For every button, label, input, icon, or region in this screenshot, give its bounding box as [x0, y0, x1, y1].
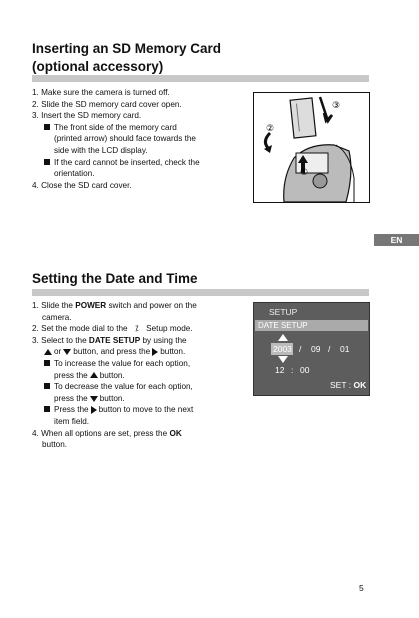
section-rule: [32, 289, 369, 296]
bullet-text: item field.: [54, 416, 90, 426]
bullet-text: press the: [54, 393, 88, 403]
bullet-cont: [32, 370, 252, 382]
lcd-month: 09: [311, 344, 321, 354]
bullet-text: To increase the value for each option,: [54, 358, 191, 368]
lcd-sep: /: [299, 344, 302, 354]
bullet-text: (printed arrow) should face towards the: [54, 134, 196, 144]
step-1: 1. Make sure the camera is turned off.: [32, 88, 170, 97]
step-text: or: [54, 347, 62, 357]
bullet-square-icon: [44, 124, 50, 130]
step-2: 2. Slide the SD memory card cover open.: [32, 99, 182, 109]
setup-wrench-icon: ⁒: [135, 324, 139, 334]
title-line-2: (optional accessory): [32, 59, 164, 74]
step-text: button.: [42, 440, 68, 450]
bullet-text: Press the: [54, 405, 89, 415]
down-arrow-icon: [90, 396, 98, 402]
lcd-ok-label: OK: [353, 380, 367, 390]
bullet-text: button to move to the next: [98, 405, 194, 415]
step-text: 1. Slide the: [32, 301, 76, 310]
lcd-colon: :: [291, 365, 294, 375]
lcd-bar-label: DATE SETUP: [258, 321, 308, 330]
bullet-item: [32, 358, 252, 370]
bullet-item: [32, 122, 247, 134]
lcd-year: 2003: [273, 344, 292, 354]
section-title-date-time: Setting the Date and Time: [32, 271, 198, 286]
bullet-text: button.: [99, 393, 125, 403]
step-4: 4. Close the SD card cover.: [32, 180, 132, 190]
bullet-item: [32, 157, 247, 169]
date-setup-label: DATE SETUP: [88, 335, 141, 345]
page-number: 5: [359, 583, 364, 593]
step-text: Setup mode.: [146, 324, 193, 334]
step-3: [32, 335, 252, 347]
lcd-date-setup-screen: [253, 302, 370, 396]
step-3: 3. Insert the SD memory card.: [32, 111, 142, 121]
sd-steps: [32, 87, 247, 191]
lcd-day: 01: [340, 344, 350, 354]
up-arrow-icon: [44, 349, 52, 355]
bullet-item: [32, 381, 252, 393]
step-4: [32, 428, 252, 440]
right-arrow-icon: [152, 348, 158, 356]
ok-key-label: OK: [169, 428, 182, 438]
step-1: [32, 300, 252, 312]
bullet-square-icon: [44, 406, 50, 412]
camera-card-icon: [254, 93, 369, 202]
lcd-up-arrow-icon: [278, 334, 288, 342]
lcd-minute: 00: [300, 365, 310, 375]
bullet-item: [32, 404, 252, 416]
callout-3: ③: [332, 101, 341, 111]
step-text: switch and power on the: [106, 301, 197, 310]
step-text: 3. Select to the: [32, 335, 89, 345]
step-text: 2. Set the mode dial to the: [32, 324, 128, 334]
bullet-text: To decrease the value for each option,: [54, 382, 193, 392]
bullet-cont: [32, 393, 252, 405]
bullet-square-icon: [44, 159, 50, 165]
lcd-menu-bar: [255, 320, 368, 331]
right-arrow-icon: [91, 406, 97, 414]
step-3-cont: [32, 346, 252, 358]
lcd-set-hint: [330, 380, 366, 390]
step-text: by using the: [140, 335, 187, 345]
bullet-text: If the card cannot be inserted, check the: [54, 157, 200, 167]
callout-2: ②: [266, 124, 275, 134]
step-text: 4. When all options are set, press the: [32, 428, 168, 438]
sd-card-illustration: [253, 92, 370, 203]
language-tab: EN: [374, 234, 419, 246]
step-text: button, and press the: [73, 347, 151, 357]
lcd-down-arrow-icon: [278, 356, 288, 364]
section-title-sd-card: [32, 40, 221, 76]
title-line-1: Inserting an SD Memory Card: [32, 41, 222, 56]
date-steps: [32, 300, 252, 451]
step-2: [32, 323, 252, 335]
bullet-text: The front side of the memory card: [54, 122, 177, 132]
bullet-text: button.: [99, 370, 125, 380]
bullet-text: press the: [54, 370, 88, 380]
lcd-hour: 12: [275, 365, 285, 375]
power-key-label: POWER: [75, 301, 107, 310]
bullet-text: orientation.: [54, 169, 95, 179]
down-arrow-icon: [63, 349, 71, 355]
up-arrow-icon: [90, 372, 98, 378]
bullet-square-icon: [44, 383, 50, 389]
lcd-set-label: SET :: [330, 380, 352, 390]
bullet-text: side with the LCD display.: [54, 145, 148, 155]
lcd-title: SETUP: [269, 307, 298, 317]
lcd-sep: /: [328, 344, 331, 354]
bullet-square-icon: [44, 360, 50, 366]
step-text: button.: [160, 347, 186, 357]
step-text: camera.: [42, 312, 72, 322]
section-rule: [32, 75, 369, 82]
callout-1: ①: [300, 168, 309, 178]
